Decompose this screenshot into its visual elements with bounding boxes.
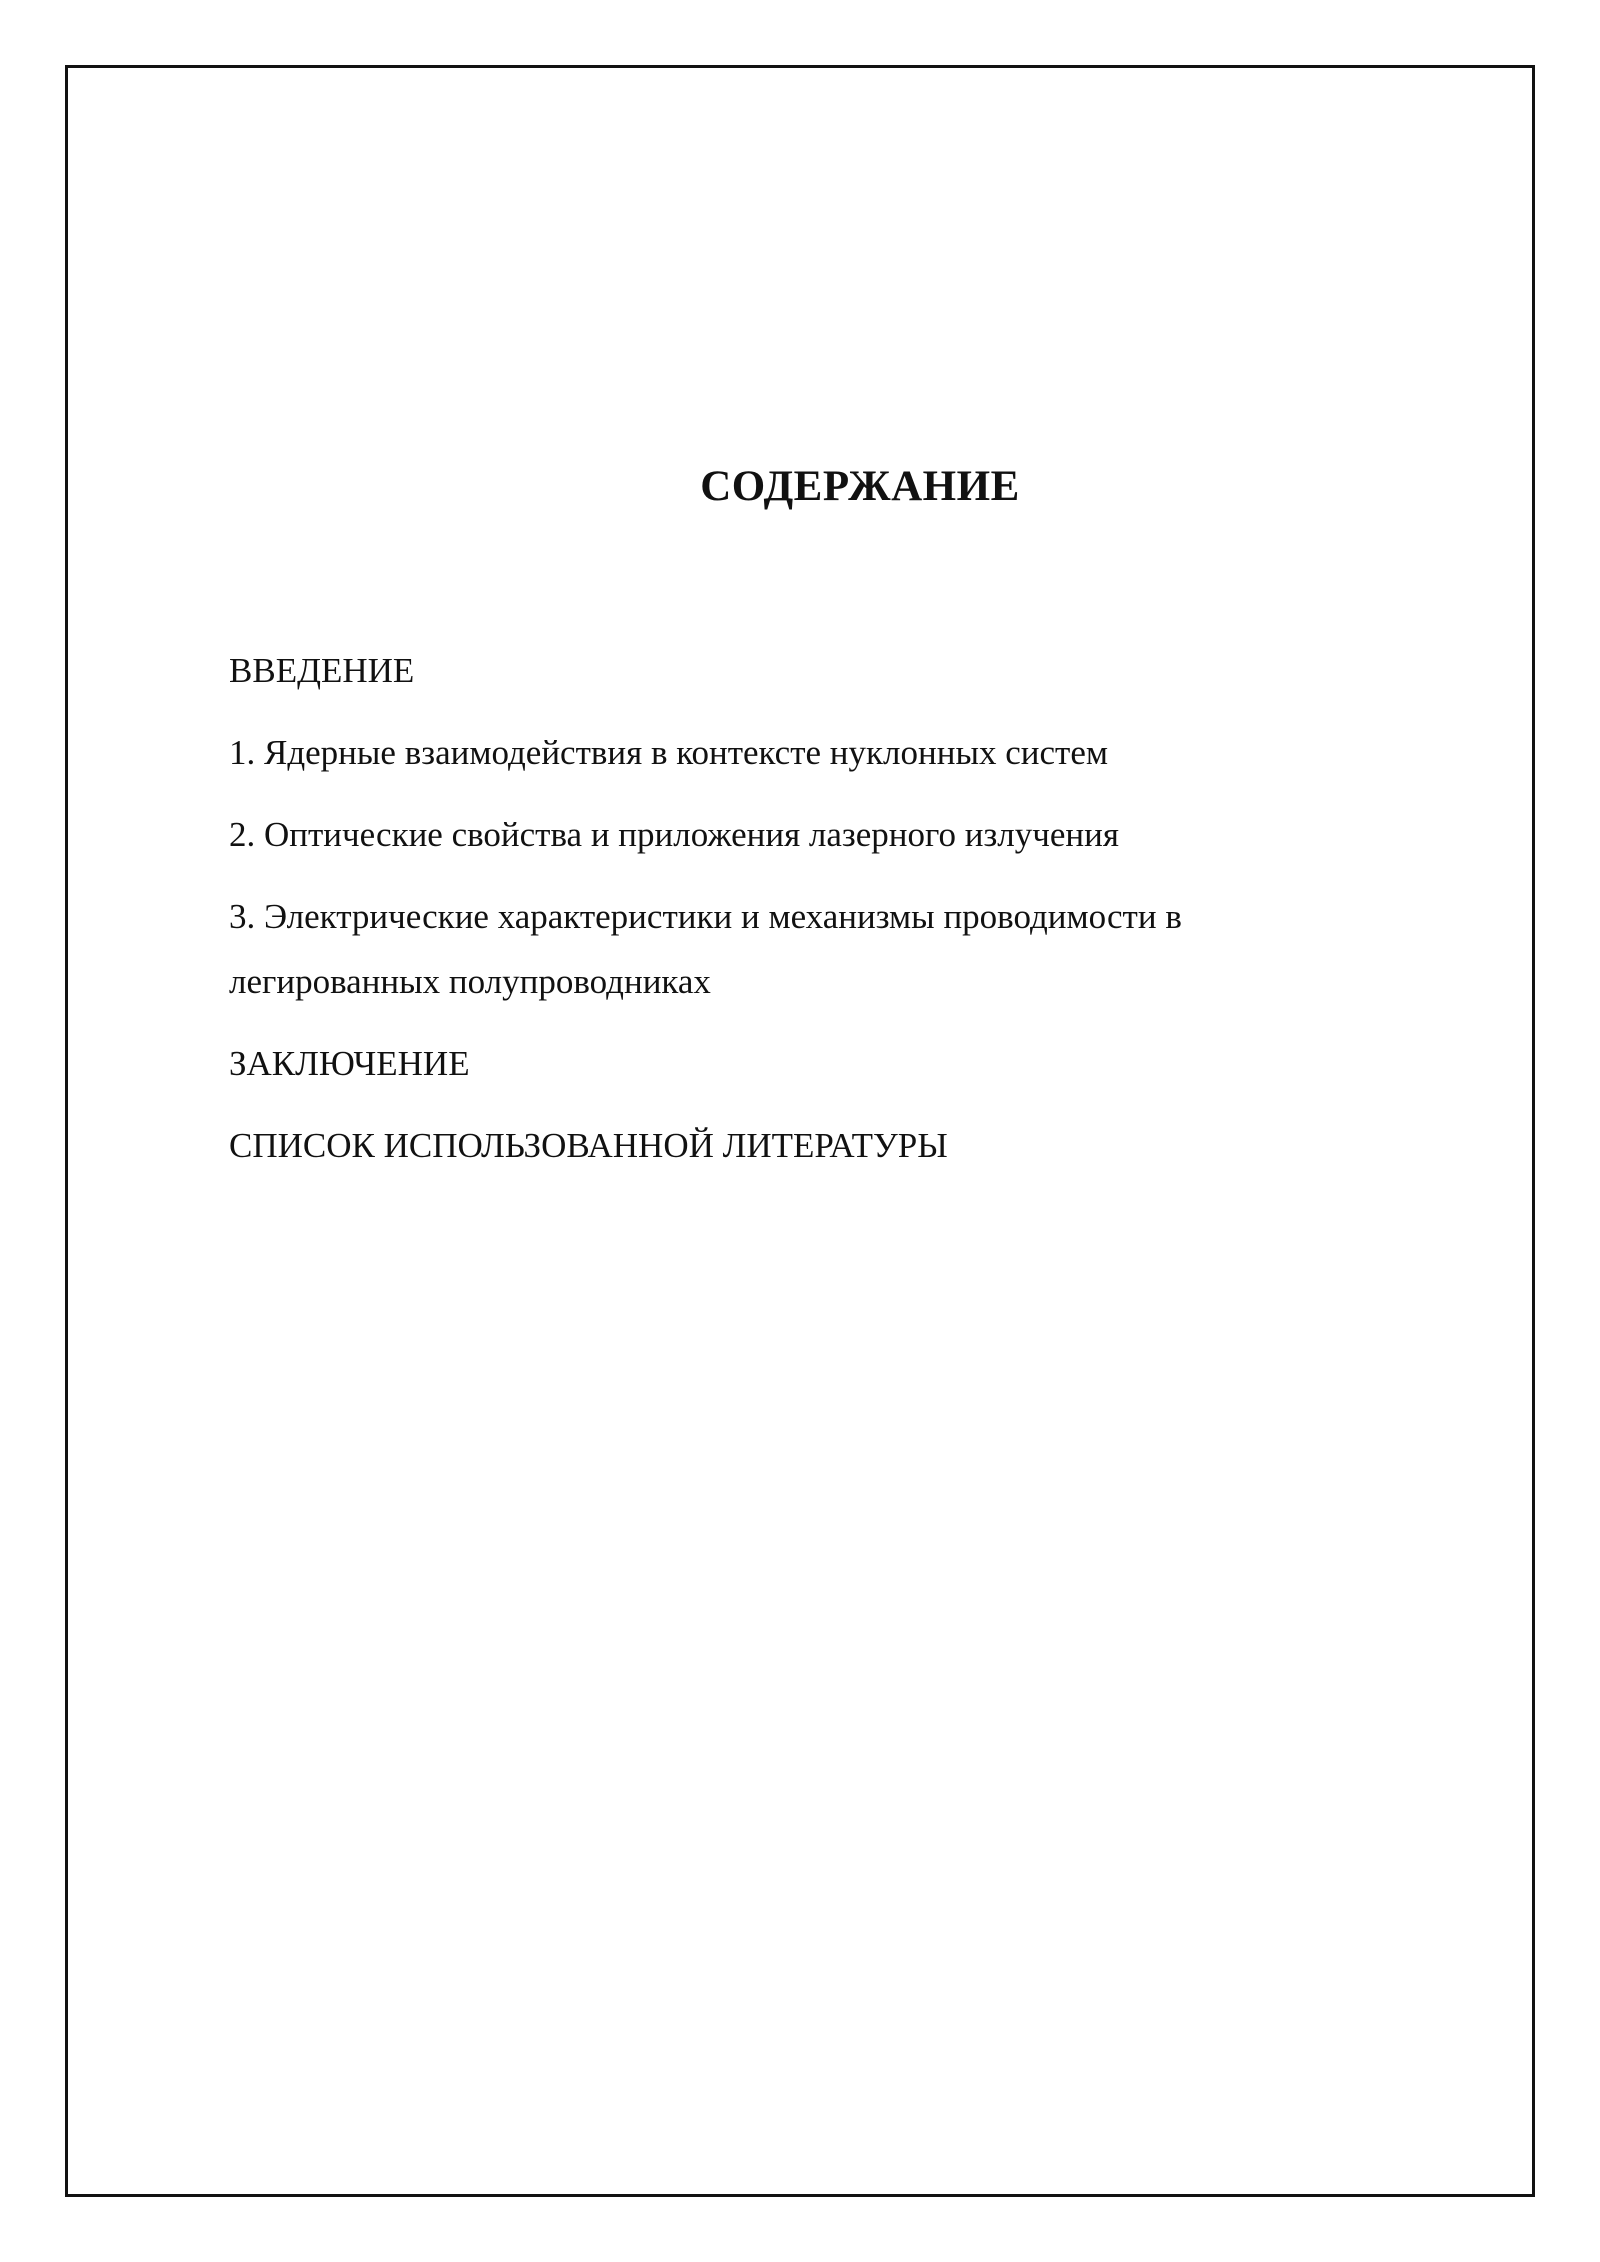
toc-item-chapter-3: 3. Электрические характеристики и механизмы проводимости в легированных полупроводниках bbox=[229, 897, 1182, 1001]
page-title: СОДЕРЖАНИЕ bbox=[700, 463, 1020, 510]
toc-item-chapter-1: 1. Ядерные взаимодействия в контексте нуклонных систем bbox=[229, 733, 1108, 772]
toc-item-conclusion: ЗАКЛЮЧЕНИЕ bbox=[229, 1044, 470, 1083]
toc-item-chapter-2: 2. Оптические свойства и приложения лазерного излучения bbox=[229, 815, 1119, 854]
toc-item-introduction: ВВЕДЕНИЕ bbox=[229, 651, 415, 690]
table-of-contents bbox=[229, 638, 1349, 1195]
toc-item-bibliography: СПИСОК ИСПОЛЬЗОВАННОЙ ЛИТЕРАТУРЫ bbox=[229, 1126, 948, 1165]
